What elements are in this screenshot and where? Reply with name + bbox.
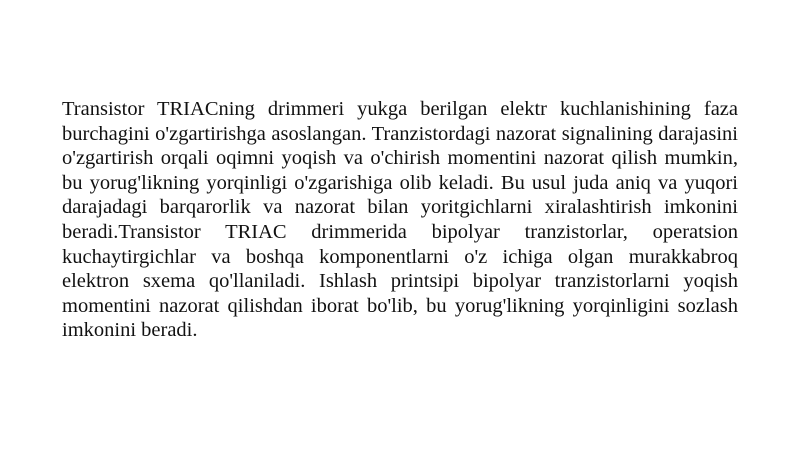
body-paragraph: Transistor TRIACning drimmeri yukga berilgan elektr kuchlanishining faza burchagini o'zgartirishga asoslangan. Tranzistordagi nazorat signalining darajasini o'zgartirish orqali oqimni yoqish va o'chirish momentini nazorat qilish mumkin, bu yorug'likning yorqinligi o'zgarishiga olib keladi. Bu usul juda aniq va yuqori darajadagi barqarorlik va nazorat bilan yoritgichlarni xiralashtirish imkonini beradi.Transistor TRIAC drimmerida bipolyar tranzistorlar, operatsion kuchaytirgichlar va boshqa komponentlarni o'z ichiga olgan murakkabroq elektron sxema qo'llaniladi. Ishlash printsipi bipolyar tranzistorlarni yoqish momentini nazorat qilishdan iborat bo'lib, bu yorug'likning yorqinligini sozlash imkonini beradi. [62, 98, 738, 342]
